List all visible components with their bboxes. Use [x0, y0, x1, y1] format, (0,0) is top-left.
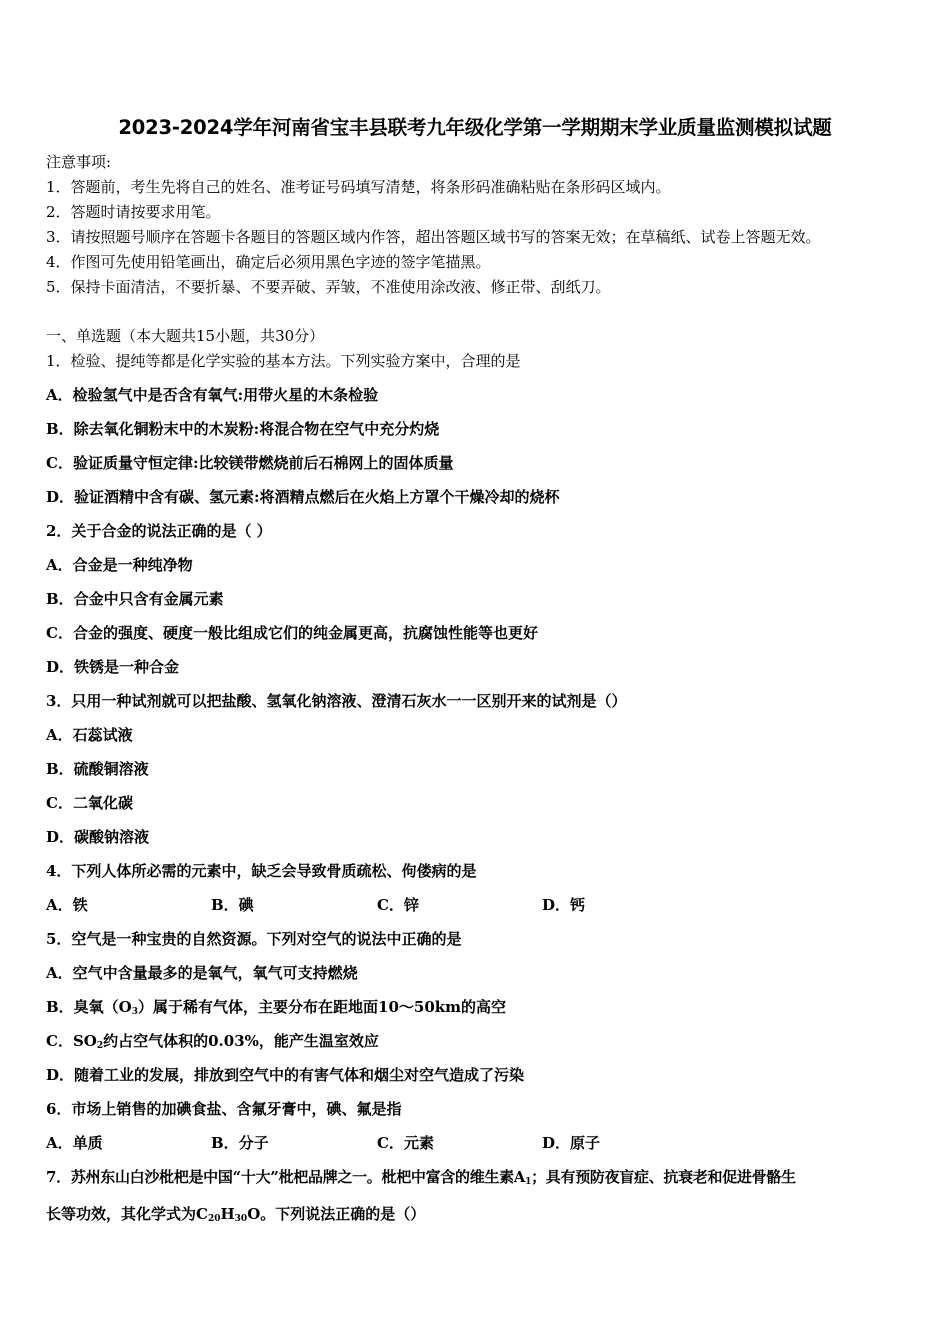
- q7-l2-subscript-1: 20: [207, 1214, 221, 1224]
- notice-item-2: 2．答题时请按要求用笔。: [46, 203, 221, 221]
- q3-option-a: A．石蕊试液: [46, 726, 133, 744]
- q6-option-c: C．元素: [377, 1134, 434, 1152]
- q1-option-b: B．除去氧化铜粉末中的木炭粉:将混合物在空气中充分灼烧: [46, 420, 440, 438]
- q6-option-d: D．原子: [542, 1134, 601, 1152]
- notice-item-1: 1．答题前，考生先将自己的姓名、准考证号码填写清楚，将条形码准确粘贴在条形码区域内。: [46, 178, 671, 196]
- exam-title: 2023-2024学年河南省宝丰县联考九年级化学第一学期期末学业质量监测模拟试题: [118, 116, 832, 139]
- q1-stem: 1．检验、提纯等都是化学实验的基本方法。下列实验方案中，合理的是: [46, 352, 521, 370]
- notice-heading: 注意事项:: [46, 153, 112, 171]
- q7-stem-line-2: [46, 1204, 425, 1224]
- q5-option-a: A．空气中含量最多的是氧气，氧气可支持燃烧: [46, 964, 358, 982]
- q6-option-b: B．分子: [211, 1134, 269, 1152]
- q5-option-b: [46, 997, 506, 1017]
- q7-l2-text-2: H: [220, 1205, 235, 1223]
- q5-option-d: D．随着工业的发展，排放到空气中的有害气体和烟尘对空气造成了污染: [46, 1066, 525, 1084]
- q2-option-d: D．铁锈是一种合金: [46, 658, 180, 676]
- q4-option-c: C．锌: [377, 896, 419, 914]
- notice-item-5: 5．保持卡面清洁，不要折暴、不要弄破、弄皱，不准使用涂改液、修正带、刮纸刀。: [46, 278, 611, 296]
- q7-l1-text-2: ；具有预防夜盲症、抗衰老和促进骨骼生: [531, 1168, 796, 1186]
- q4-option-b: B．碘: [211, 896, 254, 914]
- q5-option-c: [46, 1031, 379, 1051]
- q2-option-a: A．合金是一种纯净物: [46, 556, 193, 574]
- q4-option-a: A．铁: [46, 896, 88, 914]
- q1-option-d: D．验证酒精中含有碳、氢元素:将酒精点燃后在火焰上方罩个干燥冷却的烧杯: [46, 488, 560, 506]
- q3-option-d: D．碳酸钠溶液: [46, 828, 150, 846]
- q4-option-d: D．钙: [542, 896, 586, 914]
- q1-option-c: C．验证质量守恒定律:比较镁带燃烧前后石棉网上的固体质量: [46, 454, 454, 472]
- notice-item-4: 4．作图可先使用铅笔画出，确定后必须用黑色字迹的签字笔描黑。: [46, 253, 491, 271]
- q6-option-a: A．单质: [46, 1134, 103, 1152]
- q7-stem-line-1: [46, 1167, 796, 1187]
- notice-item-3: 3．请按照题号顺序在答题卡各题目的答题区域内作答，超出答题区域书写的答案无效；在草稿纸、试卷上答题无效。: [46, 228, 821, 246]
- q3-stem: 3．只用一种试剂就可以把盐酸、氢氧化钠溶液、澄清石灰水一一区别开来的试剂是（）: [46, 692, 627, 710]
- q5-b-text-1: B．臭氧（O: [46, 998, 132, 1016]
- q2-stem: 2．关于合金的说法正确的是（ ）: [46, 522, 272, 540]
- q5-stem: 5．空气是一种宝贵的自然资源。下列对空气的说法中正确的是: [46, 930, 462, 948]
- q1-option-a: A．检验氢气中是否含有氧气:用带火星的木条检验: [46, 386, 379, 404]
- q3-option-b: B．硫酸铜溶液: [46, 760, 149, 778]
- q7-l2-text-1: 长等功效，其化学式为C: [46, 1205, 208, 1223]
- q5-b-text-2: ）属于稀有气体，主要分布在距地面10～50km的高空: [138, 998, 507, 1016]
- q2-option-c: C．合金的强度、硬度一般比组成它们的纯金属更高，抗腐蚀性能等也更好: [46, 624, 538, 642]
- q7-l1-text-1: 7．苏州东山白沙枇杷是中国“十大”枇杷品牌之一。枇杷中富含的维生素A: [46, 1168, 526, 1186]
- q7-l2-subscript-2: 30: [234, 1214, 248, 1224]
- q6-stem: 6．市场上销售的加碘食盐、含氟牙膏中，碘、氟是指: [46, 1100, 402, 1118]
- q7-l2-text-3: O。下列说法正确的是（）: [247, 1205, 426, 1223]
- q5-b-subscript: 3: [131, 1007, 139, 1017]
- q2-option-b: B．合金中只含有金属元素: [46, 590, 224, 608]
- q4-stem: 4．下列人体所必需的元素中，缺乏会导致骨质疏松、佝偻病的是: [46, 862, 477, 880]
- section-heading: 一、单选题（本大题共15小题，共30分）: [46, 327, 325, 345]
- q5-c-text-2: 约占空气体积的0.03%，能产生温室效应: [103, 1032, 379, 1050]
- q7-l1-subscript: 1: [525, 1177, 532, 1187]
- q5-c-text-1: C．SO: [46, 1032, 97, 1050]
- q5-c-subscript: 2: [96, 1041, 104, 1051]
- q3-option-c: C．二氧化碳: [46, 794, 133, 812]
